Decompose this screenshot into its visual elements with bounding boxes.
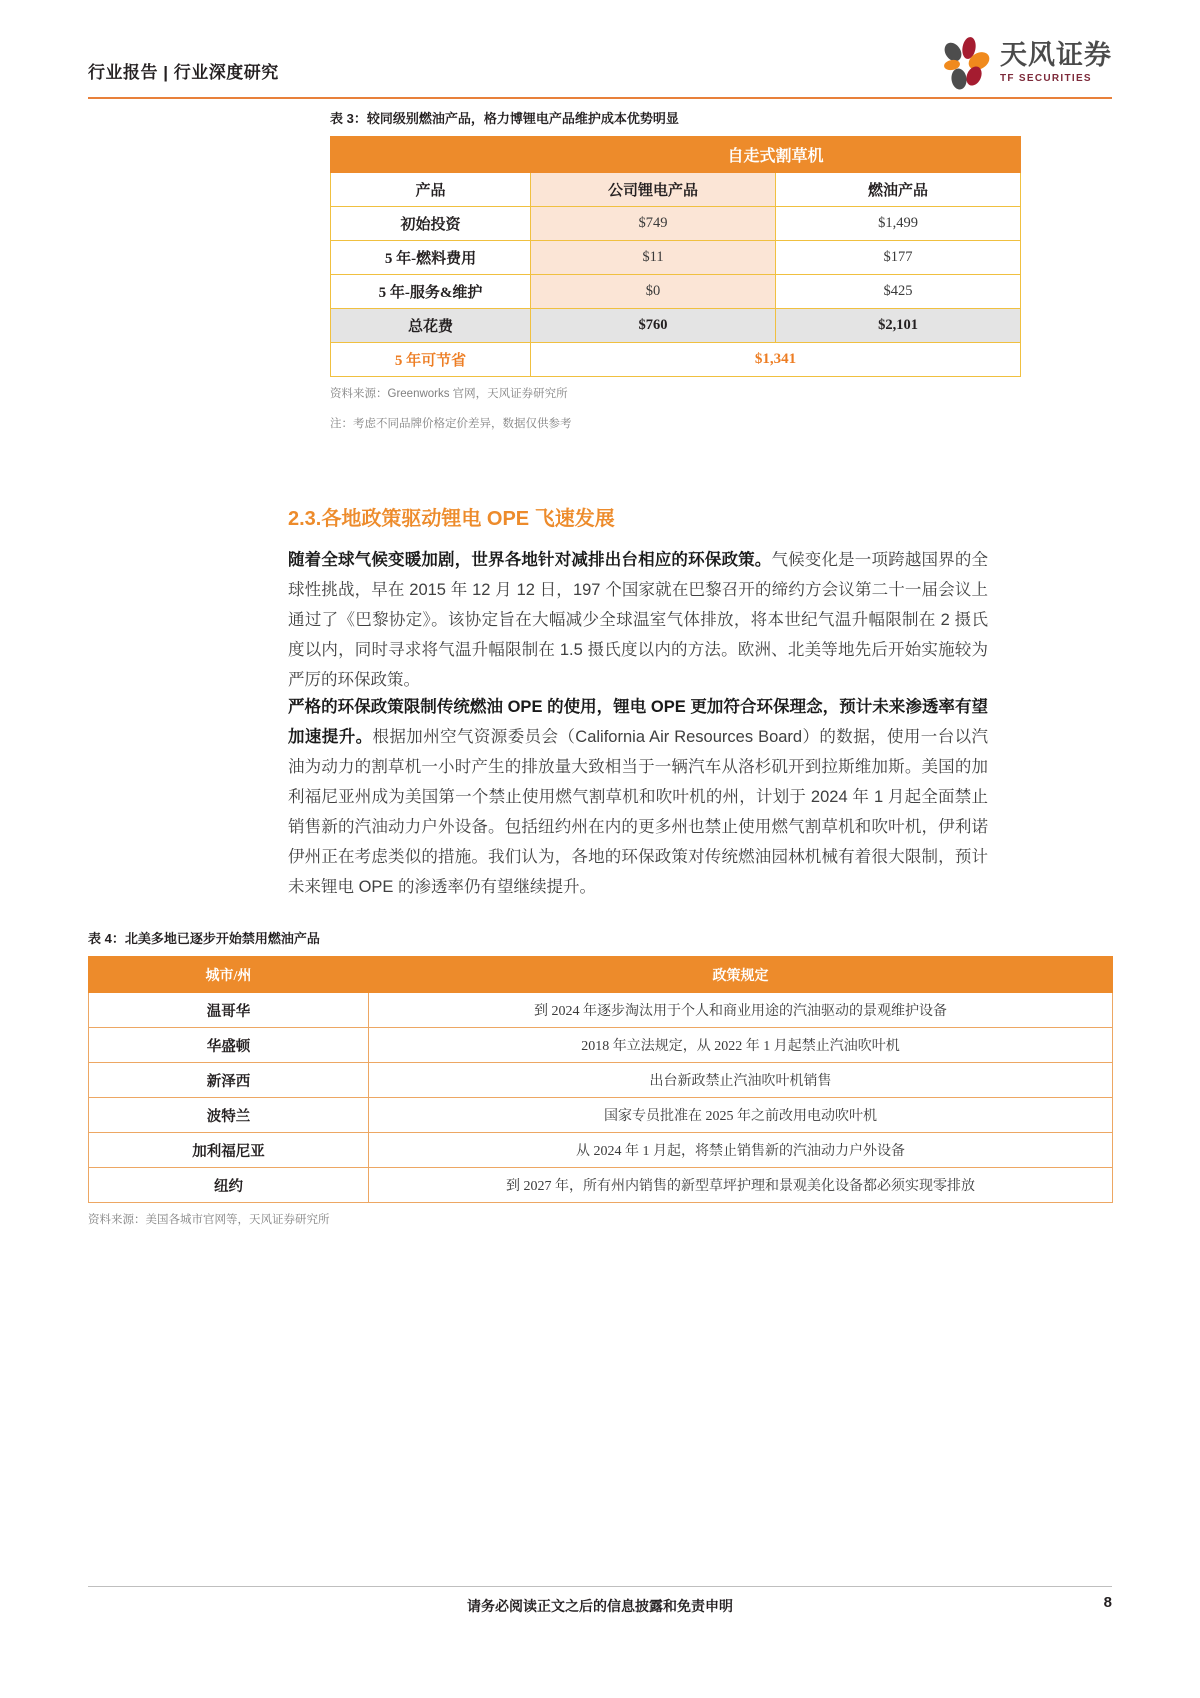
table4-row3-city: 波特兰 — [89, 1098, 369, 1133]
table3-row0-gas: $1,499 — [776, 207, 1021, 241]
paragraph-1 — [288, 545, 988, 695]
table-row — [89, 993, 1113, 1028]
table3-group-header: 自走式割草机 — [531, 137, 1021, 173]
table4-caption: 表 4：北美多地已逐步开始禁用燃油产品 — [88, 931, 320, 946]
table-row — [89, 1098, 1113, 1133]
table3-row0-label: 初始投资 — [331, 207, 531, 241]
section-number: 2.3. — [288, 508, 322, 530]
paragraph-1-body: 气候变化是一项跨越国界的全球性挑战，早在 2015 年 12 月 12 日，197 个国家就在巴黎召开的缔约方会议第二十一届会议上通过了《巴黎协定》。该协定旨在大幅减少全球温室气体排放，将本世纪气温升幅限制在 2 摄氏度以内，同时寻求将气温升幅限制在 1.5 摄氏度以内的方法。欧洲、北美等地先后开始实施较为严厉的环保政策。 — [288, 551, 989, 689]
section-title: 各地政策驱动锂电 OPE 飞速发展 — [321, 508, 615, 530]
table3-col-lithium: 公司锂电产品 — [531, 173, 776, 207]
table4-row0-city: 温哥华 — [89, 993, 369, 1028]
logo-name-en: TF SECURITIES — [1000, 73, 1092, 84]
table3-total-label: 总花费 — [331, 309, 531, 343]
logo-name-cn: 天风证券 — [1000, 40, 1112, 70]
table3-group-header-row — [331, 137, 1021, 173]
page-number: 8 — [1103, 1594, 1112, 1611]
table4-row2-city: 新泽西 — [89, 1063, 369, 1098]
table4-row0-policy: 到 2024 年逐步淘汰用于个人和商业用途的汽油驱动的景观维护设备 — [369, 993, 1113, 1028]
page-header — [88, 34, 1112, 96]
table3-total-row — [331, 309, 1021, 343]
table3 — [330, 136, 1021, 377]
footer-disclaimer: 请务必阅读正文之后的信息披露和免责申明 — [467, 1598, 733, 1614]
header-divider — [88, 97, 1112, 99]
table3-row2-label: 5 年-服务&维护 — [331, 275, 531, 309]
table4-row5-city: 纽约 — [89, 1168, 369, 1203]
table3-source: 资料来源：Greenworks 官网，天风证券研究所 — [330, 388, 568, 400]
table4-row3-policy: 国家专员批准在 2025 年之前改用电动吹叶机 — [369, 1098, 1113, 1133]
table-row — [89, 1063, 1113, 1098]
flower-logo-icon — [936, 35, 992, 91]
table4-block — [88, 928, 1112, 1227]
paragraph-2-body: 根据加州空气资源委员会（California Air Resources Board）的数据，使用一台以汽油为动力的割草机一小时产生的排放量大致相当于一辆汽车从洛杉矶开到拉斯维加斯。美国的加利福尼亚州成为美国第一个禁止使用燃气割草机和吹叶机的州，计划于 2024 年 1 月起全面禁止销售新的汽油动力户外设备。包括纽约州在内的更多州也禁止使用燃气割草机和吹叶机，伊利诺伊州正在考虑类似的措施。我们认为，各地的环保政策对传统燃油园林机械有着很大限制，预计未来锂电 OPE 的渗透率仍有望继续提升。 — [288, 728, 988, 896]
logo-text-block — [1000, 42, 1112, 84]
table3-row1-gas: $177 — [776, 241, 1021, 275]
table4-row2-policy: 出台新政禁止汽油吹叶机销售 — [369, 1063, 1113, 1098]
table3-row1-label: 5 年-燃料费用 — [331, 241, 531, 275]
table4-col-city: 城市/州 — [89, 957, 369, 993]
table3-total-gas: $2,101 — [776, 309, 1021, 343]
table3-group-blank-cell — [331, 137, 531, 173]
paragraph-1-lead: 随着全球气候变暖加剧，世界各地针对减排出台相应的环保政策。 — [288, 551, 772, 569]
table3-row2-lithium: $0 — [531, 275, 776, 309]
table-row — [89, 1133, 1113, 1168]
table-row — [89, 1168, 1113, 1203]
table4 — [88, 956, 1113, 1203]
header-title: 行业报告 | 行业深度研究 — [88, 63, 279, 82]
table3-caption: 表 3：较同级别燃油产品，格力博锂电产品维护成本优势明显 — [330, 111, 679, 126]
table3-row0-lithium: $749 — [531, 207, 776, 241]
table-row — [331, 207, 1021, 241]
table4-row5-policy: 到 2027 年，所有州内销售的新型草坪护理和景观美化设备都必须实现零排放 — [369, 1168, 1113, 1203]
table3-column-header-row — [331, 173, 1021, 207]
table3-row2-gas: $425 — [776, 275, 1021, 309]
table3-note: 注：考虑不同品牌价格定价差异，数据仅供参考 — [330, 418, 572, 430]
table3-col-product: 产品 — [331, 173, 531, 207]
table3-savings-row — [331, 343, 1021, 377]
table-row — [331, 241, 1021, 275]
table3-savings-value: $1,341 — [531, 343, 1021, 377]
footer-divider — [88, 1586, 1112, 1587]
paragraph-2 — [288, 692, 988, 902]
table3-block — [330, 108, 1020, 431]
table4-source: 资料来源：美国各城市官网等，天风证券研究所 — [88, 1214, 330, 1226]
table4-row4-city: 加利福尼亚 — [89, 1133, 369, 1168]
table-row — [89, 1028, 1113, 1063]
section-heading — [288, 502, 615, 531]
table4-header-row — [89, 957, 1113, 993]
table4-row1-city: 华盛顿 — [89, 1028, 369, 1063]
table3-total-lithium: $760 — [531, 309, 776, 343]
company-logo — [936, 34, 1112, 92]
table3-col-gas: 燃油产品 — [776, 173, 1021, 207]
table3-savings-label: 5 年可节省 — [331, 343, 531, 377]
table4-row4-policy: 从 2024 年 1 月起，将禁止销售新的汽油动力户外设备 — [369, 1133, 1113, 1168]
table-row — [331, 275, 1021, 309]
paragraph-2-lead: 严格的环保政策限制传统燃油 OPE 的使用，锂电 OPE 更加符合环保理念，预计未来渗透率有望加速提升。 — [288, 698, 988, 746]
table4-row1-policy: 2018 年立法规定，从 2022 年 1 月起禁止汽油吹叶机 — [369, 1028, 1113, 1063]
table4-col-policy: 政策规定 — [369, 957, 1113, 993]
table3-row1-lithium: $11 — [531, 241, 776, 275]
